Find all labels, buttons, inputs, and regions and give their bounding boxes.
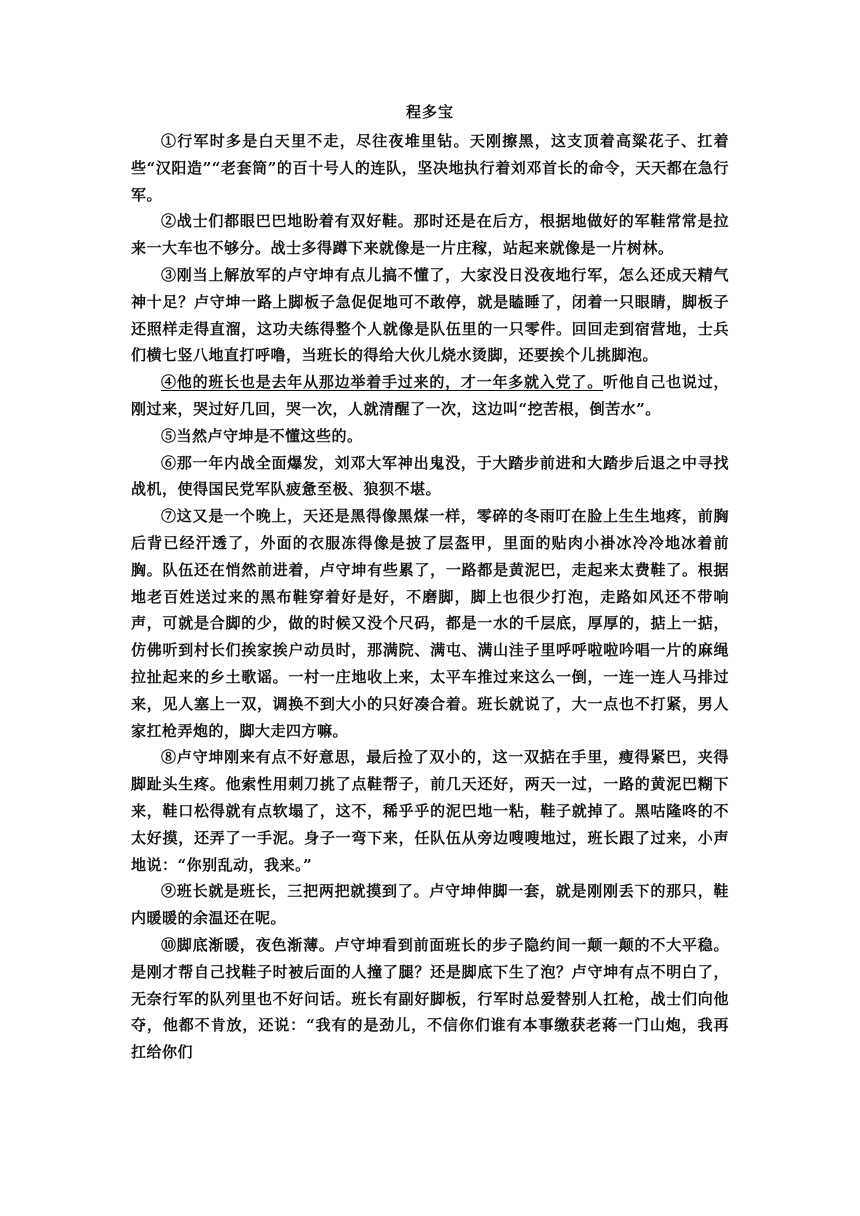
document-body bbox=[131, 96, 729, 1066]
paragraph-2 bbox=[131, 208, 729, 262]
paragraph-text: ⑧卢守坤刚来有点不好意思，最后捡了双小的，这一双掂在手里，瘦得紧巴，夹得脚趾头生疼。他索性用刺刀挑了点鞋帮子，前几天还好，两天一过，一路的黄泥巴糊下来，鞋口松得就有点软塌了，这不，稀乎乎的泥巴地一粘，鞋子就掉了。黑咕隆咚的不太好摸，还弄了一手泥。身子一弯下来，任队伍从旁边嗖嗖地过，班长跟了过来，小声地说：“你别乱动，我来。” bbox=[131, 748, 729, 874]
paragraph-text: ⑦这又是一个晚上，天还是黑得像黑煤一样，零碎的冬雨叮在脸上生生地疼，前胸后背已经汗透了，外面的衣服冻得像是披了层盔甲，里面的贴肉小褂冰冷冷地冰着前胸。队伍还在悄然前进着，卢守坤有些累了，一路都是黄泥巴，走起来太费鞋了。根据地老百姓送过来的黑布鞋穿着好是好，不磨脚，脚上也很少打泡，走路如风还不带响声，可就是合脚的少，做的时候又没个尺码，都是一水的千层底，厚厚的，掂上一掂，仿佛听到村长们挨家挨户动员时，那满院、满屯、满山洼子里呼呼啦啦吟唱一片的麻绳拉扯起来的乡土歌谣。一村一庄地收上来，太平车推过来这么一倒，一连一连人马排过来，见人塞上一双，调换不到大小的只好凑合着。班长就说了，大一点也不打紧，男人家扛枪弄炮的，脚大走四方嘛。 bbox=[131, 507, 729, 740]
paragraph-9 bbox=[131, 878, 729, 932]
underlined-sentence: ④他的班长也是去年从那边举着手过来的，才一年多就入党了。 bbox=[161, 373, 603, 392]
paragraph-text: ⑨班长就是班长，三把两把就摸到了。卢守坤伸脚一套，就是刚刚丢下的那只，鞋内暖暖的余温还在呢。 bbox=[131, 882, 729, 928]
paragraph-text: ⑩脚底渐暖，夜色渐薄。卢守坤看到前面班长的步子隐约间一颠一颠的不大平稳。是刚才帮自己找鞋子时被后面的人撞了腿？还是脚底下生了泡？卢守坤有点不明白了，无奈行军的队列里也不好问话。班长有副好脚板，行军时总爱替别人扛枪，战士们向他夺，他都不肯放，还说：“我有的是劲儿，不信你们谁有本事缴获老蒋一门山炮，我再扛给你们 bbox=[131, 935, 729, 1062]
paragraph-3 bbox=[131, 262, 729, 369]
paragraph-text: ③刚当上解放军的卢守坤有点儿搞不懂了，大家没日没夜地行军，怎么还成天精气神十足？卢守坤一路上脚板子急促促地可不敢停，就是瞌睡了，闭着一只眼睛，脚板子还照样走得直溜，这功夫练得整个人就像是队伍里的一只零件。回回走到宿营地，士兵们横七竖八地直打呼噜，当班长的得给大伙儿烧水烫脚，还要挨个儿挑脚泡。 bbox=[131, 265, 729, 365]
paragraph-text: 听他自己也说过，刚过来，哭过好几回，哭一次，人就清醒了一次，这边叫“挖苦根，倒苦水”。 bbox=[131, 373, 729, 418]
paragraph-4 bbox=[131, 369, 729, 423]
paragraph-10 bbox=[131, 932, 729, 1066]
paragraph-text: ②战士们都眼巴巴地盼着有双好鞋。那时还是在后方，根据地做好的军鞋常常是拉来一大车也不够分。战士多得蹲下来就像是一片庄稼，站起来就像是一片树林。 bbox=[131, 212, 729, 258]
paragraph-text: ①行军时多是白天里不走，尽往夜堆里钻。天刚擦黑，这支顶着高粱花子、扛着些“汉阳造”“老套筒”的百十号人的连队，坚决地执行着刘邓首长的命令，天天都在急行军。 bbox=[131, 132, 729, 204]
paragraph-1 bbox=[131, 128, 729, 208]
paragraph-text: ⑤当然卢守坤是不懂这些的。 bbox=[161, 426, 363, 445]
paragraph-6 bbox=[131, 450, 729, 504]
paragraph-8 bbox=[131, 744, 729, 878]
author-name: 程多宝 bbox=[405, 103, 454, 121]
paragraph-7 bbox=[131, 503, 729, 744]
paragraph-text: ⑥那一年内战全面爆发，刘邓大军神出鬼没，于大踏步前进和大踏步后退之中寻找战机，使得国民党军队疲惫至极、狼狈不堪。 bbox=[131, 453, 729, 499]
paragraph-5 bbox=[131, 423, 729, 450]
